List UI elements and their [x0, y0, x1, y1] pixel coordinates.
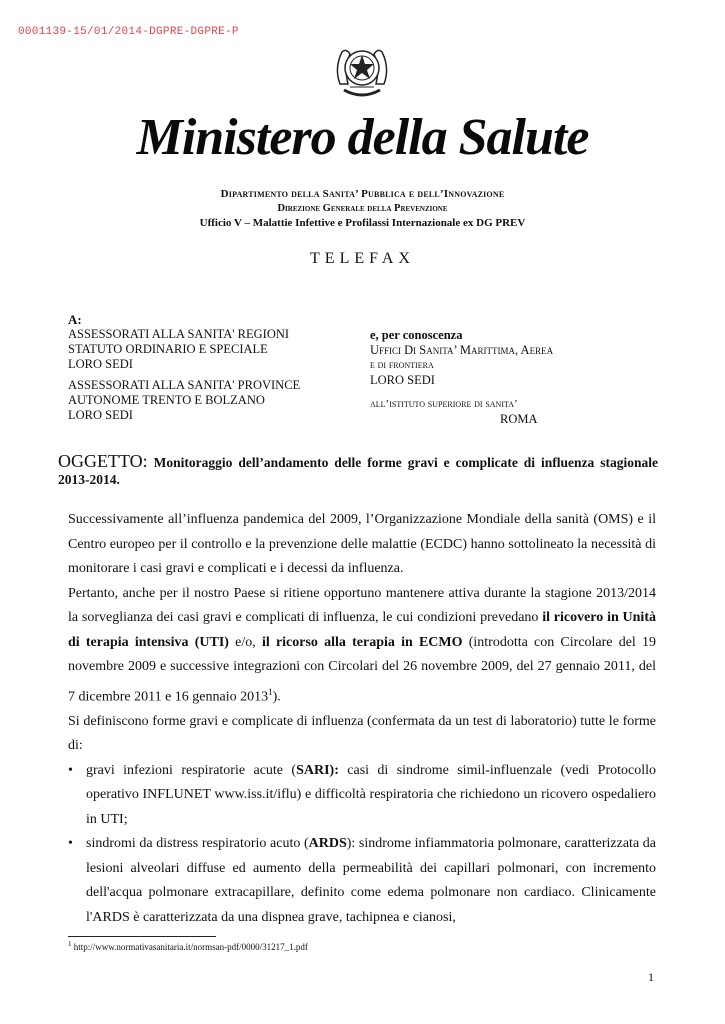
italian-republic-emblem-icon [330, 40, 394, 106]
footnote [68, 940, 308, 952]
subject-text: Monitoraggio dell’andamento delle forme gravi e complicate di influenza stagionale 2013-2014. [58, 455, 658, 487]
paragraph: Pertanto, anche per il nostro Paese si ritiene opportuno mantenere attiva durante la stagione 2013/2014 la sorveglianza dei casi gravi e complicati di influenza, le cui condizioni prevedano il ricovero in Unità di terapia intensiva (UTI) e/o, il ricorso alla terapia in ECMO (introdotta con Circolare del 19 novembre 2009 e successive integrazioni con Circolari del 26 novembre 2009, del 27 gennaio 2011, del 7 dicembre 2011 e 16 gennaio 2013$^1$). [68, 585, 657, 705]
subject-label: OGGETTO: [58, 451, 148, 471]
subject [58, 453, 658, 488]
footnote-ref: 1 [268, 686, 273, 697]
ministry-title: Ministero della Salute [136, 109, 589, 166]
office-line: Ufficio V – Malattie Infettive e Profilassi Internazionale ex DG PREV [199, 217, 526, 229]
footnote-divider [68, 936, 216, 937]
department-line: Dipartimento della Sanita’ Pubblica e dell’Innovazione [220, 188, 505, 200]
recipient-line: LORO SEDI [68, 357, 133, 371]
cc-line: all’istituto superiore di sanita’ [370, 398, 518, 410]
recipient-line: ASSESSORATI ALLA SANITA' PROVINCE [68, 378, 301, 392]
footnote-mark: 1 [68, 940, 72, 948]
paragraph: Successivamente all’influenza pandemica del 2009, l’Organizzazione Mondiale della sanità (OMS) e il Centro europeo per il controllo e la prevenzione delle malattie (ECDC) hanno sottolineato la necessità di monitorare i casi gravi e complicati e i decessi da influenza. [68, 512, 656, 576]
page-number: 1 [648, 970, 654, 984]
definition-list [68, 759, 656, 931]
cc-line: ROMA [500, 412, 538, 426]
recipients-block [68, 312, 300, 423]
paragraph: Si definiscono forme gravi e complicate di influenza (confermata da un test di laboratorio) tutte le forme di: [68, 713, 656, 754]
recipient-line: ASSESSORATI ALLA SANITA' REGIONI [68, 327, 290, 341]
recipients-label: A: [68, 312, 82, 327]
list-item: • sindromi da distress respiratorio acuto (ARDS): sindrome infiammatoria polmonare, caratterizzata da lesioni alveolari diffuse ed aumento della permeabilità dei capillari polmonari, con incremento dell'acqua polmonare extracapillare, definito come edema polmonare non cardiaco. Clinicamente l'ARDS è caratterizzata da una dispnea grave, tachipnea e cianosi, [68, 832, 656, 930]
telefax-heading: TELEFAX [310, 250, 415, 267]
cc-line: LORO SEDI [370, 373, 435, 387]
direction-line: Direzione Generale della Prevenzione [277, 203, 448, 214]
recipient-line: AUTONOME TRENTO E BOLZANO [68, 393, 265, 407]
recipient-line: LORO SEDI [68, 408, 133, 422]
cc-line: e di frontiera [370, 359, 434, 371]
cc-block [370, 328, 553, 427]
list-item: • gravi infezioni respiratorie acute (SARI): casi di sindrome simil-influenzale (vedi Protocollo operativo INFLUNET www.iss.it/iflu) e difficoltà respiratoria che richiedono un ricovero ospedaliero in UTI; [68, 759, 656, 833]
cc-line: Uffici Di Sanita’ Marittima, Aerea [370, 343, 554, 357]
bullet-icon: • [68, 836, 73, 852]
protocol-stamp: 0001139-15/01/2014-DGPRE-DGPRE-P [18, 26, 239, 38]
cc-label: e, per conoscenza [370, 328, 463, 342]
recipient-line: STATUTO ORDINARIO E SPECIALE [68, 342, 268, 356]
body-text [68, 508, 656, 930]
bullet-icon: • [68, 762, 73, 778]
footnote-link[interactable]: http://www.normativasanitaria.it/normsan-pdf/0000/31217_1.pdf [73, 942, 308, 952]
